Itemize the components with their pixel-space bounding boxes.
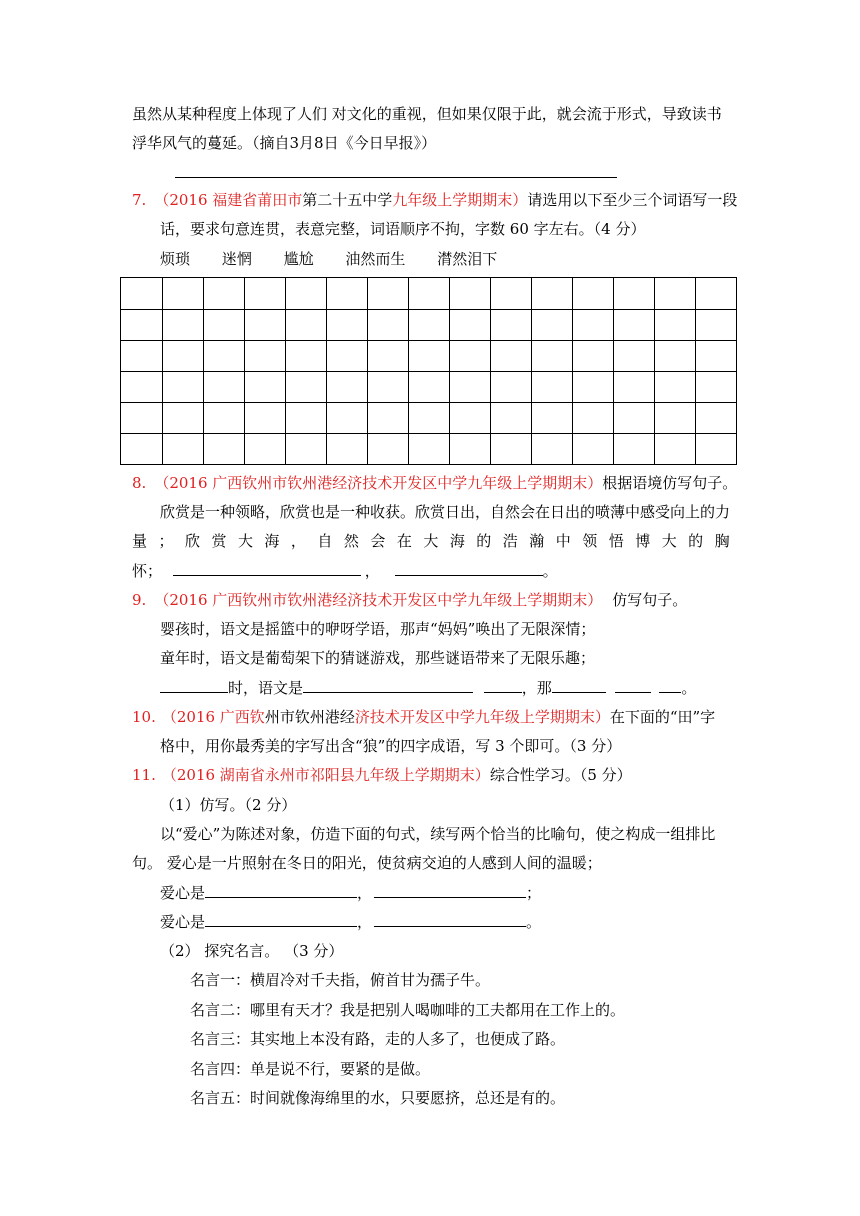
intro-line-2: 浮华风气的蔓延。（摘自3月8日《今日早报》）: [132, 134, 437, 152]
period: 。: [681, 679, 697, 697]
question-8-line-1: [132, 473, 737, 493]
passage-char: 领: [582, 532, 598, 550]
question-7-word-list: [160, 249, 560, 269]
question-8-passage-line-3: [132, 561, 558, 581]
writing-grid: [120, 277, 737, 465]
question-10-number: 10.: [132, 708, 156, 726]
passage-char: 量: [132, 532, 148, 550]
question-11-part-2-title: （2） 探究名言。 （3 分）: [160, 942, 344, 960]
passage-char: 博: [635, 532, 651, 550]
question-8-line-start: 怀；: [132, 562, 163, 580]
passage-char: 浩: [502, 532, 518, 550]
answer-blank[interactable]: [173, 561, 361, 576]
question-10-source-b: 州市钦州港经: [264, 708, 355, 726]
question-7-number: 7.: [132, 191, 147, 209]
word-option: 烦琐: [160, 250, 191, 268]
quote-item: 名言二：哪里有天才？我是把别人喝咖啡的工夫都用在工作上的。: [190, 1001, 626, 1019]
question-9-number: 9.: [132, 591, 147, 609]
question-10-line-1: [132, 707, 715, 727]
word-option: 油然而生: [345, 250, 406, 268]
question-7-source-school: 第二十五中学: [302, 191, 393, 209]
question-10-source-c: 济技术开发区中学九年级上学期期末）: [354, 708, 610, 726]
question-11-source: （2016 湖南省永州市祁阳县九年级上学期期末）: [161, 766, 490, 784]
passage-char: 中: [555, 532, 571, 550]
question-9-line-1: [132, 590, 687, 610]
fill-prefix: 爱心是: [160, 884, 206, 902]
answer-blank[interactable]: [659, 678, 681, 693]
question-7-source-open: （2016: [154, 191, 213, 209]
answer-blank[interactable]: [303, 678, 473, 693]
passage-char: 大: [237, 532, 253, 550]
answer-blank[interactable]: [374, 912, 526, 927]
passage-char: 会: [370, 532, 386, 550]
answer-blank[interactable]: [374, 883, 526, 898]
question-8-number: 8.: [132, 474, 147, 492]
question-10-line-2: 格中，用你最秀美的字写出含“狼”的四字成语，写 3 个即可。（3 分）: [160, 737, 622, 755]
grid-line-horizontal: [121, 309, 736, 310]
passage-char: 在: [396, 532, 412, 550]
passage-char: 胸: [714, 532, 730, 550]
question-11-line-1: [132, 765, 632, 785]
question-9-example-1: 婴孩时，语文是摇篮中的咿呀学语，那声“妈妈”唤出了无限深情；: [160, 620, 596, 638]
passage-char: ；: [158, 532, 174, 550]
question-8-passage-line-2: [132, 531, 730, 551]
question-10-source-a: （2016 广西钦: [161, 708, 265, 726]
question-7-source-place: 福建省莆田市: [212, 191, 303, 209]
answer-blank[interactable]: [484, 678, 522, 693]
question-9-fill-line: [160, 678, 696, 698]
period: 。: [542, 562, 558, 580]
question-9-prompt: 仿写句子。: [612, 591, 688, 609]
question-8-prompt: 根据语境仿写句子。: [602, 474, 738, 492]
quote-item: 名言四：单是说不行，要紧的是做。: [190, 1060, 431, 1078]
grid-line-horizontal: [121, 340, 736, 341]
grid-line-horizontal: [121, 433, 736, 434]
answer-blank[interactable]: [205, 883, 357, 898]
passage-char: 的: [476, 532, 492, 550]
quote-item: 名言一：横眉冷对千夫指，俯首甘为孺子牛。: [190, 971, 491, 989]
word-option: 迷惘: [221, 250, 252, 268]
question-11-fill-line-2: [160, 912, 541, 932]
question-7-source-term: 九年级上学期期末）: [392, 191, 528, 209]
question-7-line-2: 话，要求句意连贯，表意完整，词语顺序不拘，字数 60 字左右。（4 分）: [160, 220, 646, 238]
question-8-passage-line-1: 欣赏是一种领略，欣赏也是一种收获。欣赏日出，自然会在日出的喷薄中感受向上的力: [160, 503, 731, 521]
intro-line-1: 虽然从某种程度上体现了人们 对文化的重视，但如果仅限于此，就会流于形式，导致读书: [132, 105, 722, 123]
fill-text: 时，语文是: [228, 679, 304, 697]
word-option: 尴尬: [283, 250, 314, 268]
answer-line: [175, 177, 617, 178]
passage-char: 然: [343, 532, 359, 550]
answer-blank[interactable]: [615, 678, 651, 693]
passage-char: 的: [688, 532, 704, 550]
word-option: 潸然泪下: [437, 250, 498, 268]
passage-char: 瀚: [529, 532, 545, 550]
grid-line-horizontal: [121, 402, 736, 403]
question-11-part-1-instruction: 以“爱心”为陈述对象，仿造下面的句式，续写两个恰当的比喻句，使之构成一组排比: [160, 825, 716, 843]
question-11-part-1-example: 句。 爱心是一片照射在冬日的阳光，使贫病交迫的人感到人间的温暖；: [132, 854, 602, 872]
answer-blank[interactable]: [160, 678, 228, 693]
question-7-line-1: [132, 190, 737, 210]
comma: ，: [357, 913, 373, 931]
period: 。: [526, 913, 542, 931]
question-11-fill-line-1: [160, 883, 541, 903]
question-11-part-1-title: （1）仿写。（2 分）: [160, 796, 297, 814]
fill-text: ，那: [521, 679, 552, 697]
question-8-source: （2016 广西钦州市钦州港经济技术开发区中学九年级上学期期末）: [154, 474, 603, 492]
passage-char: 悟: [608, 532, 624, 550]
question-11-prompt: 综合性学习。（5 分）: [489, 766, 632, 784]
semicolon: ；: [526, 884, 542, 902]
passage-char: 赏: [211, 532, 227, 550]
passage-char: 海: [264, 532, 280, 550]
passage-char: 大: [661, 532, 677, 550]
passage-char: 大: [423, 532, 439, 550]
comma: ，: [357, 884, 373, 902]
question-10-prompt: 在下面的“田”字: [609, 708, 716, 726]
answer-blank[interactable]: [552, 678, 606, 693]
question-7-prompt: 请选用以下至少三个词语写一段: [527, 191, 738, 209]
question-9-source: （2016 广西钦州市钦州港经济技术开发区中学九年级上学期期末）: [154, 591, 603, 609]
fill-prefix: 爱心是: [160, 913, 206, 931]
quote-item: 名言三：其实地上本没有路，走的人多了，也便成了路。: [190, 1030, 566, 1048]
quote-item: 名言五：时间就像海绵里的水，只要愿挤，总还是有的。: [190, 1089, 566, 1107]
question-9-example-2: 童年时，语文是葡萄架下的猜谜游戏，那些谜语带来了无限乐趣；: [160, 649, 596, 667]
grid-line-horizontal: [121, 371, 736, 372]
passage-char: 欣: [184, 532, 200, 550]
question-11-number: 11.: [132, 766, 156, 784]
passage-char: ，: [290, 532, 306, 550]
comma: ，: [364, 562, 380, 580]
answer-blank[interactable]: [205, 912, 357, 927]
passage-char: 海: [449, 532, 465, 550]
passage-char: 自: [317, 532, 333, 550]
answer-blank[interactable]: [395, 561, 543, 576]
